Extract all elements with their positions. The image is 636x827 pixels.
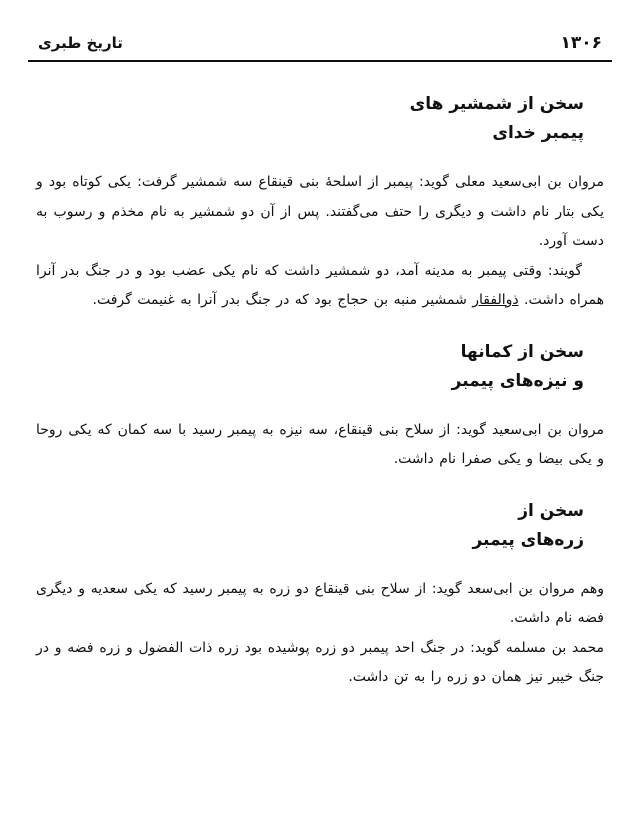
heading-line: پیمبر خدای — [492, 123, 584, 143]
section-bows-spears — [36, 338, 604, 475]
paragraph: مروان بن ابی‌سعید معلی گوید: پیمبر از اسلحهٔ بنی قینقاع سه شمشیر گرفت: یکی کوتاه بود و یکی بتار نام داشت و دیگری را حتف می‌گفتند. پس از آن دو شمشیر به نام مخذم و رسوب به دست آورد. — [36, 174, 604, 249]
section-heading — [36, 497, 604, 555]
running-title: تاریخ طبری — [38, 34, 123, 52]
paragraph: وهم مروان بن ابی‌سعد گوید: از سلاح بنی قینقاع دو زره به پیمبر رسید که یکی سعدیه و دیگری فضه نام داشت. — [36, 580, 604, 626]
underlined-term: ذوالفقار — [472, 292, 519, 308]
section-swords — [36, 90, 604, 316]
paragraph: محمد بن مسلمه گوید: در جنگ احد پیمبر دو زره پوشیده بود زره ذات الفضول و زره فضه و در جنگ خیبر نیز همان دو زره را به تن داشت. — [36, 639, 604, 685]
heading-line: سخن از شمشیر های — [409, 94, 584, 114]
page-number: ۱۳۰۶ — [560, 33, 602, 53]
paragraph: گویند: وقتی پیمبر به مدینه آمد، دو شمشیر داشت که نام یکی عضب بود و در جنگ بدر آنرا همراه داشت. ذوالفقار شمشیر منبه بن حجاج بود که در جنگ بدر آنرا به غنیمت گرفت. — [36, 262, 604, 308]
page-header — [28, 30, 612, 62]
heading-line: و نیزه‌های پیمبر — [451, 370, 584, 391]
page-body — [36, 90, 604, 715]
paragraph: مروان بن ابی‌سعید گوید: از سلاح بنی قینقاع، سه نیزه به پیمبر رسید با سه کمان که یکی روحا و یکی بیضا و یکی صفرا نام داشت. — [36, 421, 604, 467]
heading-line: سخن از کمانها — [460, 341, 584, 362]
section-heading — [36, 90, 604, 148]
heading-line: زره‌های پیمبر — [472, 529, 584, 550]
section-armor — [36, 497, 604, 693]
section-heading — [36, 338, 604, 396]
heading-line: سخن از — [518, 500, 584, 521]
